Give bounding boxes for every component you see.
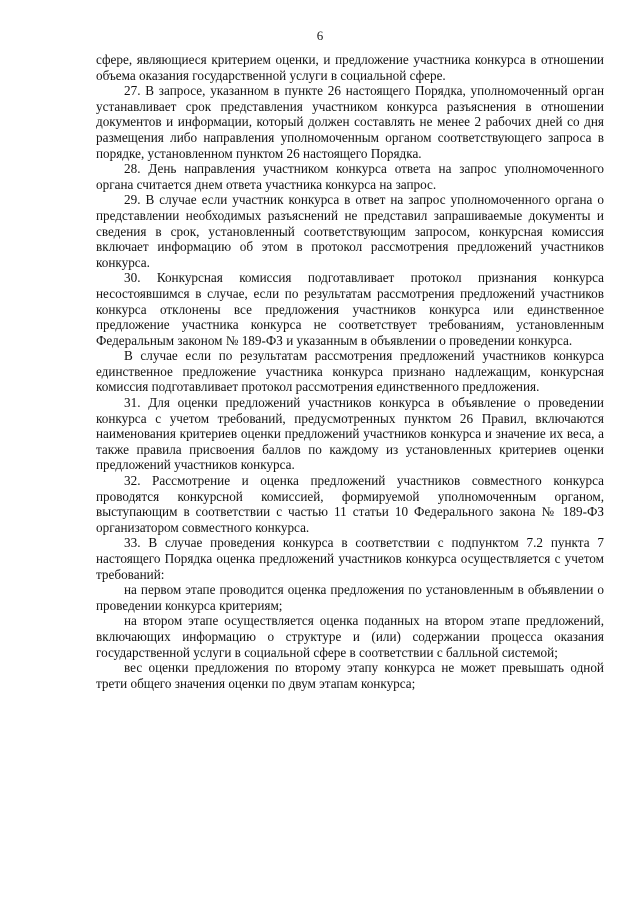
paragraph-item-30-part-2: В случае если по результатам рассмотрения предложений участников конкурса единственное предложение участника конкурса признано надлежащим, конкурсная комиссия подготавливает протокол рассмотрения единственного предложения. bbox=[96, 348, 604, 395]
paragraph-item-32: 32. Рассмотрение и оценка предложений участников совместного конкурса проводятся конкурсной комиссией, формируемой уполномоченным органом, выступающим в соответствии с частью 11 статьи 10 Федерального закона № 189-ФЗ организатором совместного конкурса. bbox=[96, 473, 604, 535]
paragraph-item-28: 28. День направления участником конкурса ответа на запрос уполномоченного органа считается днем ответа участника конкурса на запрос. bbox=[96, 161, 604, 192]
paragraph-item-33-stage-2: на втором этапе осуществляется оценка поданных на втором этапе предложений, включающих информацию о структуре и (или) содержании процесса оказания государственной услуги в социальной сфере в соответствии с балльной системой; bbox=[96, 613, 604, 660]
document-body bbox=[96, 52, 604, 691]
paragraph-item-33-weight: вес оценки предложения по второму этапу конкурса не может превышать одной трети общего значения оценки по двум этапам конкурса; bbox=[96, 660, 604, 691]
paragraph-item-29: 29. В случае если участник конкурса в ответ на запрос уполномоченного органа о представлении необходимых разъяснений не представил запрашиваемые документы и сведения в срок, установленный соответствующим запросом, конкурсная комиссия включает информацию об этом в протокол рассмотрения предложений участников конкурса. bbox=[96, 192, 604, 270]
paragraph-continuation: сфере, являющиеся критерием оценки, и предложение участника конкурса в отношении объема оказания государственной услуги в социальной сфере. bbox=[96, 52, 604, 83]
paragraph-item-33-stage-1: на первом этапе проводится оценка предложения по установленным в объявлении о проведении конкурса критериям; bbox=[96, 582, 604, 613]
paragraph-item-30: 30. Конкурсная комиссия подготавливает протокол признания конкурса несостоявшимся в случае, если по результатам рассмотрения предложений участников конкурса отклонены все предложения участников конкурса или единственное предложение участника конкурса не соответствует требованиям, установленным Федеральным законом № 189-ФЗ и указанным в объявлении о проведении конкурса. bbox=[96, 270, 604, 348]
paragraph-item-33: 33. В случае проведения конкурса в соответствии с подпунктом 7.2 пункта 7 настоящего Порядка оценка предложений участников конкурса осуществляется с учетом требований: bbox=[96, 535, 604, 582]
page-number: 6 bbox=[316, 28, 324, 43]
paragraph-item-27: 27. В запросе, указанном в пункте 26 настоящего Порядка, уполномоченный орган устанавливает срок представления участником конкурса разъяснения в отношении документов и информации, который должен составлять не менее 2 рабочих дней со дня размещения либо направления уполномоченным органом соответствующего запроса в порядке, установленном пунктом 26 настоящего Порядка. bbox=[96, 83, 604, 161]
paragraph-item-31: 31. Для оценки предложений участников конкурса в объявление о проведении конкурса с учетом требований, предусмотренных пунктом 26 Правил, включаются наименования критериев оценки предложений участников конкурса и значение их веса, а также правила присвоения баллов по каждому из установленных критериев оценки предложений участников конкурса. bbox=[96, 395, 604, 473]
